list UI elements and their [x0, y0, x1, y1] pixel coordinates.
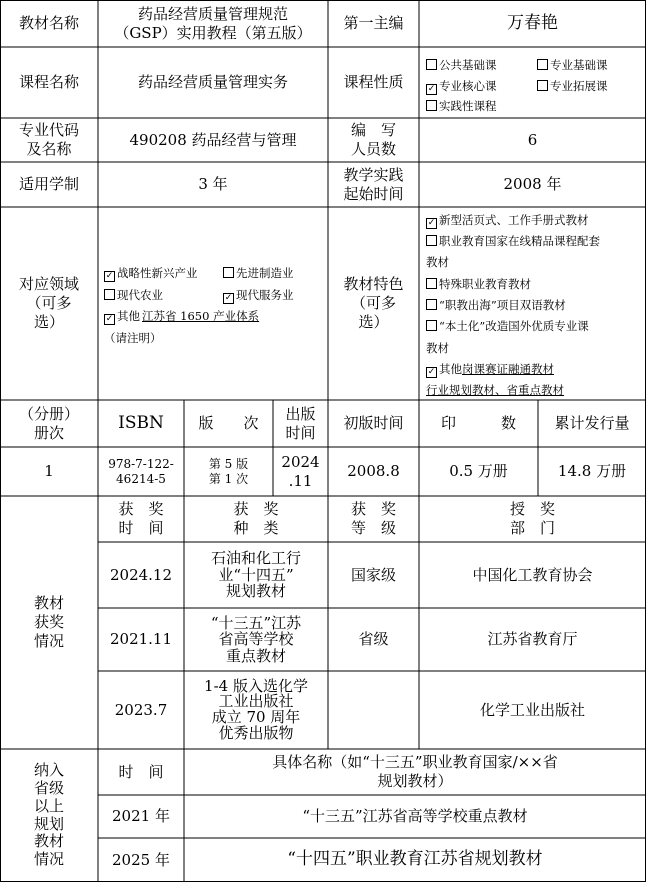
award-level: 省级 [358, 630, 389, 649]
option-wrap-text: 教材 [426, 255, 449, 269]
option-label: 公共基础课 [439, 58, 497, 72]
option-label: 实践性课程 [439, 99, 497, 113]
label-school-system: 适用学制 [18, 175, 79, 194]
label-print-run: 印 数 [440, 414, 516, 433]
checkbox-icon[interactable] [223, 267, 234, 278]
plan-time: 2025 年 [112, 850, 170, 869]
label-first-edition: 初版时间 [343, 414, 404, 433]
other-feature-value-line2: 行业规划教材、省重点教材 [426, 383, 564, 397]
option-other-feature[interactable] [426, 361, 554, 378]
checkbox-icon[interactable]: ✓ [105, 271, 114, 281]
label-features: 教材特色 （可多 选） [343, 275, 404, 331]
checkbox-icon[interactable] [104, 289, 115, 300]
option-practice[interactable] [426, 98, 497, 114]
option-label: “职教出海”项目双语教材 [439, 298, 566, 312]
award-time: 2021.11 [109, 630, 173, 649]
label-book-name: 教材名称 [18, 14, 79, 33]
label-plan: 纳入 省级 以上 规划 教材 情况 [33, 761, 64, 868]
option-label: 专业核心课 [439, 79, 497, 93]
awards-head-time: 获 奖 时 间 [118, 500, 164, 537]
checkbox-icon[interactable]: ✓ [224, 293, 233, 303]
option-loose-leaf[interactable] [426, 212, 589, 229]
checkbox-icon[interactable]: ✓ [427, 218, 436, 228]
option-label: 特殊职业教育教材 [439, 277, 531, 291]
option-label: 现代服务业 [236, 288, 294, 302]
label-isbn: ISBN [118, 412, 164, 433]
course-name: 药品经营质量管理实务 [137, 73, 288, 92]
checkbox-icon[interactable]: ✓ [427, 84, 436, 94]
option-strategic-industry[interactable] [104, 265, 198, 282]
option-label: “本土化”改造国外优质专业课 [439, 319, 589, 333]
checkbox-icon[interactable] [537, 59, 548, 70]
feature-options [419, 207, 646, 400]
label-field: 对应领域 （可多 选） [18, 275, 79, 331]
awards-head-dept: 授 奖 部 门 [509, 500, 555, 537]
label-publish-time: 出版 时间 [285, 404, 316, 442]
option-label: 现代农业 [117, 288, 163, 302]
school-system: 3 年 [198, 175, 228, 194]
checkbox-icon[interactable] [537, 80, 548, 91]
plan-head-name: 具体名称（如“十三五”职业教育国家/××省 规划教材） [272, 753, 558, 790]
label-course-nature: 课程性质 [343, 73, 404, 92]
plan-name: “十三五”江苏省高等学校重点教材 [302, 807, 528, 826]
option-modern-service[interactable] [223, 287, 294, 304]
major: 490208 药品经营与管理 [129, 130, 297, 149]
option-wrap-text: 教材 [426, 341, 449, 355]
checkbox-icon[interactable] [426, 235, 437, 246]
option-label: 其他 [439, 362, 462, 376]
label-chief-editor: 第一主编 [343, 14, 404, 33]
option-label: 职业教育国家在线精品课程配套 [439, 234, 600, 248]
option-label: 专业拓展课 [550, 79, 608, 93]
course-nature-options [419, 47, 646, 118]
plan-name: “十四五”职业教育江苏省规划教材 [287, 849, 543, 870]
option-national-course[interactable] [426, 233, 600, 249]
option-label: 新型活页式、工作手册式教材 [439, 213, 589, 227]
award-dept: 江苏省教育厅 [487, 630, 578, 649]
award-time: 2023.7 [114, 700, 168, 719]
option-major-extension[interactable] [537, 78, 608, 94]
print-run: 0.5 万册 [449, 462, 508, 481]
award-level: 国家级 [350, 565, 396, 584]
award-dept: 化学工业出版社 [479, 700, 585, 719]
award-level [328, 671, 419, 749]
option-other-field[interactable] [104, 308, 259, 325]
option-localized[interactable] [426, 318, 589, 334]
total-issued: 14.8 万册 [557, 462, 627, 481]
staff-count: 6 [527, 130, 538, 149]
practice-start: 2008 年 [503, 175, 562, 194]
option-label: 战略性新兴产业 [117, 266, 198, 280]
award-kind: 1-4 版入选化学 工业出版社 成立 70 周年 优秀出版物 [204, 676, 308, 742]
checkbox-icon[interactable] [426, 100, 437, 111]
label-total-issued: 累计发行量 [554, 414, 630, 433]
award-kind: 石油和化工行 业“十四五” 规划教材 [210, 549, 301, 601]
publish-time: 2024 .11 [281, 452, 320, 490]
other-field-value: 江苏省 1650 产业体系 [142, 309, 260, 323]
checkbox-icon[interactable] [426, 299, 437, 310]
field-options [98, 207, 328, 400]
label-staff-count: 编 写 人员数 [350, 121, 396, 158]
option-modern-agriculture[interactable] [104, 287, 163, 303]
chief-editor: 万春艳 [507, 12, 558, 33]
edition: 第 5 版 第 1 次 [208, 456, 249, 486]
checkbox-icon[interactable]: ✓ [105, 314, 114, 324]
plan-head-time: 时 间 [118, 762, 164, 781]
isbn: 978-7-122- 46214-5 [108, 456, 174, 486]
award-time: 2024.12 [109, 565, 173, 584]
label-course-name: 课程名称 [18, 73, 79, 92]
option-label: 其他 [117, 309, 140, 323]
option-major-basic[interactable] [537, 57, 608, 73]
label-edition: 版 次 [198, 414, 259, 433]
checkbox-icon[interactable] [426, 278, 437, 289]
option-advanced-manufacturing[interactable] [223, 265, 294, 281]
option-bilingual[interactable] [426, 297, 566, 313]
option-label: 先进制造业 [236, 266, 294, 280]
checkbox-icon[interactable]: ✓ [427, 367, 436, 377]
awards-head-kind: 获 奖 种 类 [233, 500, 279, 537]
option-major-core[interactable] [426, 78, 497, 95]
option-public-basic[interactable] [426, 57, 497, 73]
label-awards: 教材 获奖 情况 [33, 594, 64, 650]
award-kind: “十三五”江苏 省高等学校 重点教材 [210, 613, 302, 665]
other-feature-value: 岗课赛证融通教材 [462, 362, 554, 376]
label-volume: （分册） 册次 [18, 404, 79, 442]
checkbox-icon[interactable] [426, 59, 437, 70]
label-major: 专业代码 及名称 [18, 121, 79, 158]
other-field-note: （请注明） [104, 331, 162, 345]
label-practice-start: 教学实践 起始时间 [343, 165, 404, 203]
volume: 1 [44, 462, 54, 481]
option-label: 专业基础课 [550, 58, 608, 72]
award-dept: 中国化工教育协会 [472, 565, 593, 584]
book-title: 药品经营质量管理规范 （GSP）实用教程（第五版） [114, 4, 312, 42]
first-edition: 2008.8 [347, 462, 400, 481]
option-special-edu[interactable] [426, 276, 531, 292]
awards-head-level: 获 奖 等 级 [350, 500, 396, 537]
checkbox-icon[interactable] [426, 320, 437, 331]
plan-time: 2021 年 [112, 807, 170, 826]
